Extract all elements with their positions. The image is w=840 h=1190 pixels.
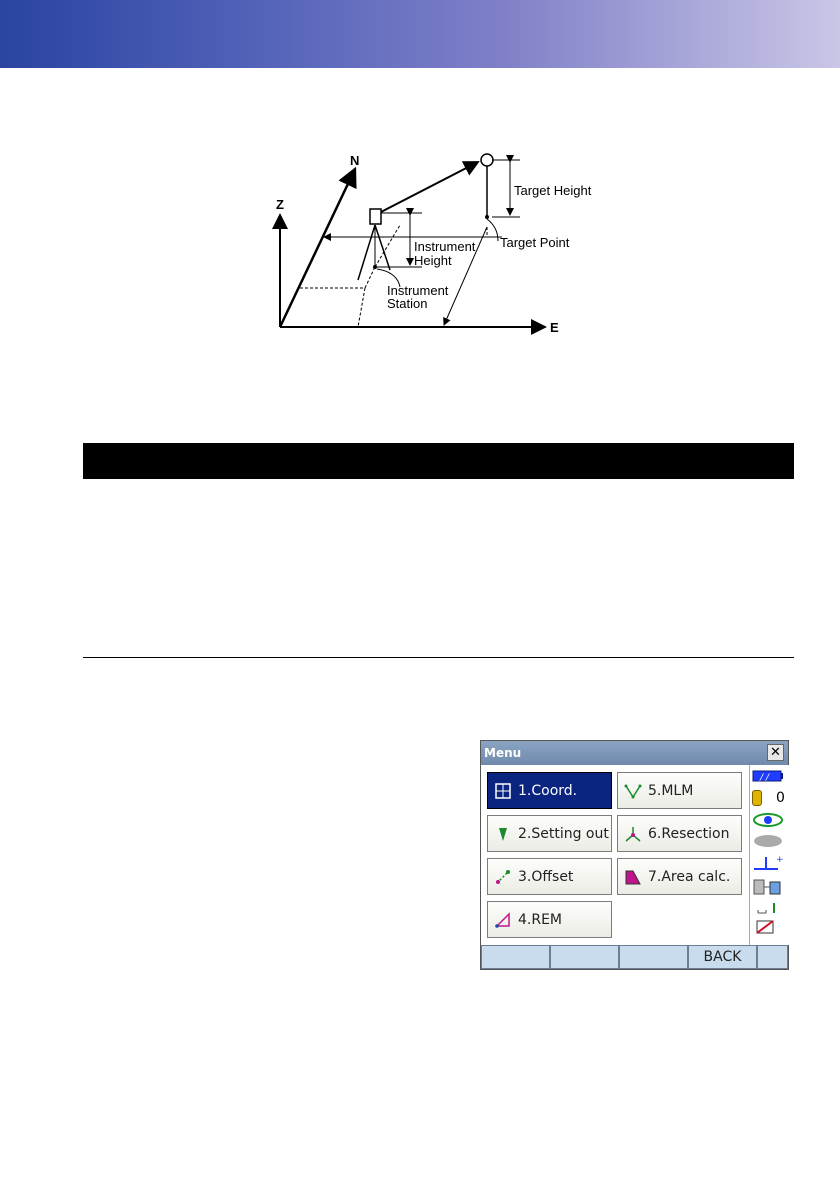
menu-window: [480, 740, 789, 970]
header-banner: [0, 0, 840, 68]
setting-out-button-label: 2.Setting out: [518, 825, 609, 842]
softkey-bar: [481, 945, 788, 969]
communication-icon[interactable]: [752, 877, 786, 897]
target-point: [485, 215, 489, 219]
tilt-icon[interactable]: [752, 854, 786, 872]
status-sidebar: [749, 765, 789, 945]
resection-icon: [624, 825, 642, 843]
svg-text:+: +: [776, 855, 784, 865]
rem-button[interactable]: [487, 901, 612, 938]
target-point-label: Target Point: [500, 235, 570, 250]
section-heading-bar: [83, 443, 794, 479]
grid-icon: [494, 782, 512, 800]
rem-button-label: 4.REM: [518, 911, 563, 928]
instrument-height-label-2: Height: [414, 253, 452, 268]
mlm-button-label: 5.MLM: [648, 782, 694, 799]
z-axis-label: Z: [276, 197, 284, 212]
line-of-sight: [381, 162, 478, 212]
softkey-1[interactable]: [481, 945, 550, 969]
n-axis-label: N: [350, 153, 360, 168]
offset-icon: [494, 868, 512, 886]
battery-icon: [752, 770, 786, 782]
coordinate-diagram: [240, 145, 620, 345]
target-height-label: Target Height: [514, 183, 592, 198]
memory-icon[interactable]: [752, 919, 786, 935]
offset-button-label: 3.Offset: [518, 868, 574, 885]
window-title: Menu: [484, 746, 522, 760]
stake-icon: [494, 825, 512, 843]
close-icon[interactable]: ✕: [767, 744, 784, 761]
prism-constant-status: [752, 790, 786, 806]
prism-constant-value: 0: [776, 790, 785, 806]
coord-button-label: 1.Coord.: [518, 782, 578, 799]
resection-button-label: 6.Resection: [648, 825, 730, 842]
mlm-icon: [624, 782, 642, 800]
target-prism: [481, 154, 493, 166]
window-titlebar: [481, 741, 788, 765]
softkey-2[interactable]: [550, 945, 619, 969]
area-icon: [624, 868, 642, 886]
area-calc-button[interactable]: [617, 858, 742, 895]
softkey-5[interactable]: [757, 945, 788, 969]
svg-text:/ /: / /: [760, 773, 769, 782]
area-calc-button-label: 7.Area calc.: [648, 868, 731, 885]
laser-icon[interactable]: [752, 834, 786, 848]
mlm-button[interactable]: [617, 772, 742, 809]
e-axis-label: E: [550, 320, 559, 335]
rem-icon: [494, 911, 512, 929]
instrument-body: [370, 209, 381, 224]
instrument-station-label-1: Instrument: [387, 283, 449, 298]
target-mode-icon[interactable]: [752, 812, 786, 828]
menu-grid: [481, 765, 749, 945]
coord-button[interactable]: [487, 772, 612, 809]
divider-line: [83, 657, 794, 658]
resection-button[interactable]: [617, 815, 742, 852]
prism-icon: [752, 790, 762, 806]
softkey-3[interactable]: [619, 945, 688, 969]
input-mode-icon[interactable]: [752, 901, 786, 915]
instrument-height-label-1: Instrument: [414, 239, 476, 254]
back-softkey[interactable]: BACK: [688, 945, 757, 969]
diagram-svg: [240, 145, 620, 345]
n-axis: [280, 169, 355, 327]
setting-out-button[interactable]: [487, 815, 612, 852]
instrument-station-label-2: Station: [387, 296, 428, 311]
offset-button[interactable]: [487, 858, 612, 895]
